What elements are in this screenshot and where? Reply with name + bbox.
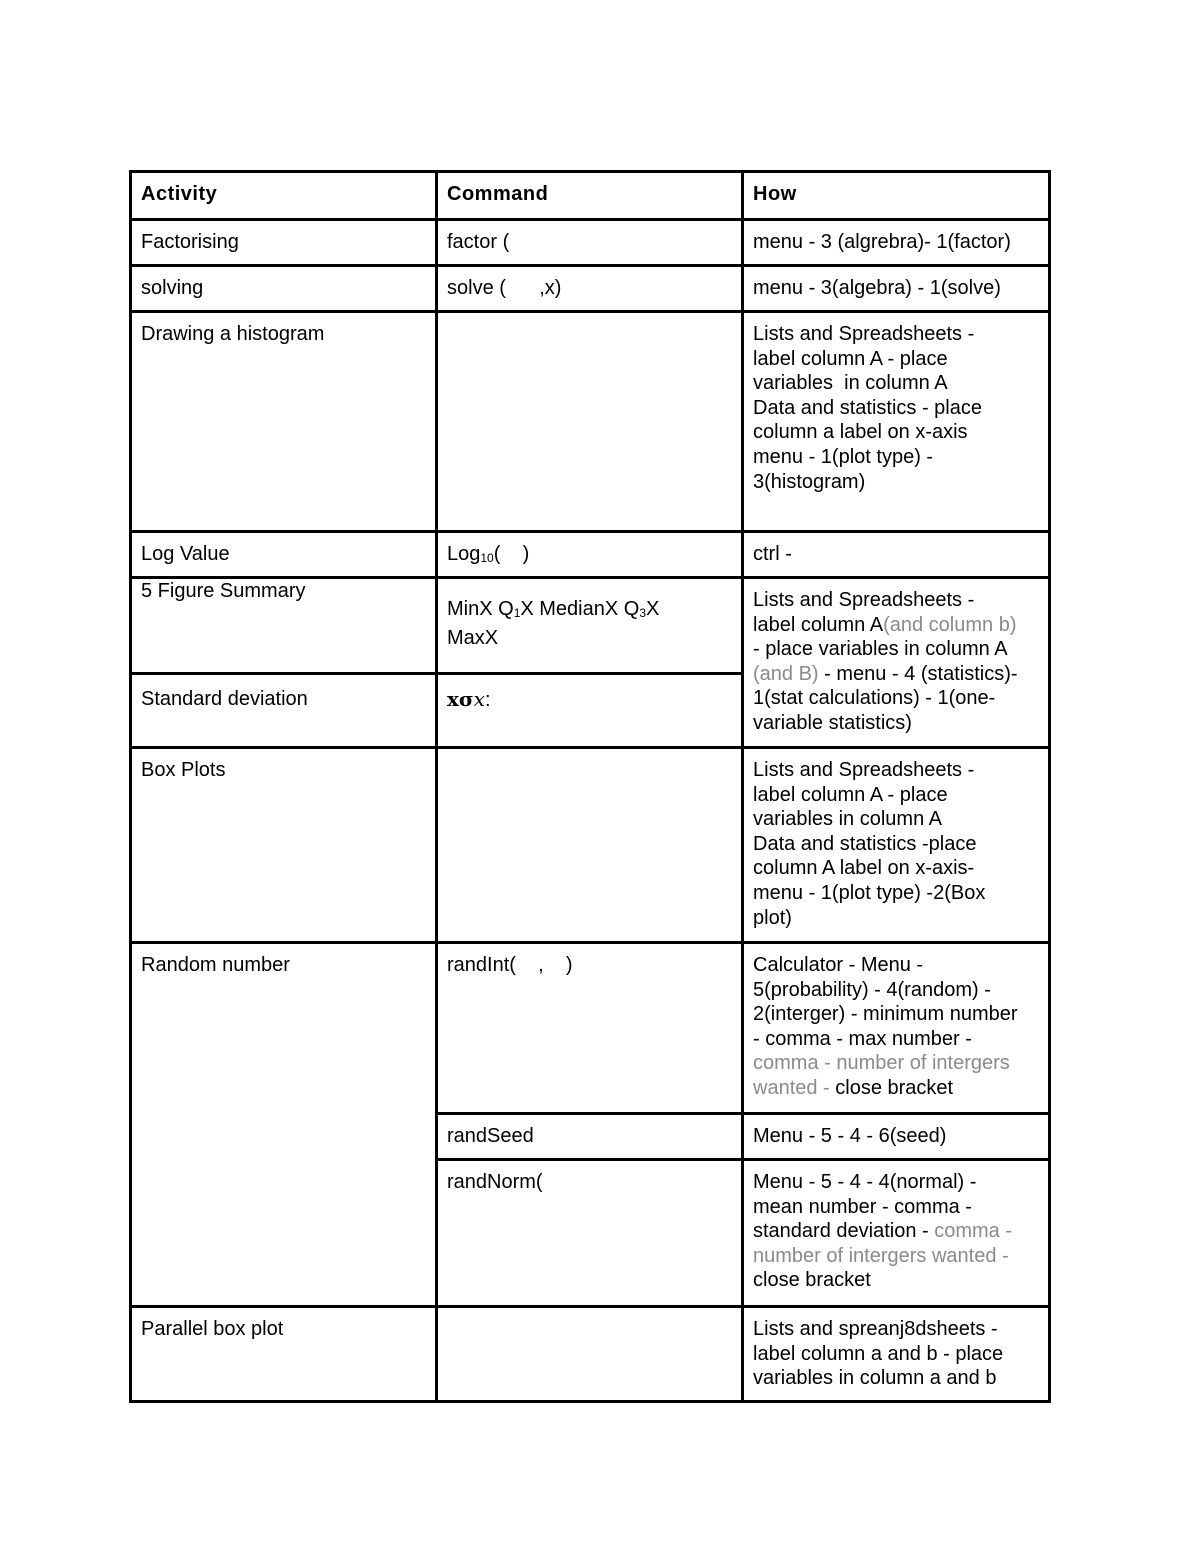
randnorm-command: randNorm( [437,1160,743,1307]
randint-how-line: 2(interger) - minimum number [753,1003,1018,1026]
header-command: Command [437,172,743,220]
randnorm-how-gray-text: comma - [934,1220,1013,1243]
parallel-command [437,1307,743,1402]
randnorm-how-line: number of intergers wanted - [753,1244,1009,1267]
five-figure-command-part: MinX Q [447,598,514,620]
five-figure-how-text: - menu - 4 (statistics)- [818,662,1018,685]
histogram-activity: Drawing a histogram [131,312,437,532]
randnorm-how-text: standard deviation - [753,1220,935,1243]
five-figure-how-line: - place variables in column A [753,638,1008,661]
log-command-subscript: 10 [480,551,494,565]
parallel-how-line: label column a and b - place [753,1342,1004,1365]
randnorm-how-line: close bracket [753,1269,871,1292]
five-figure-command-sub: 3 [639,606,647,620]
log-command-suffix: ( ) [493,543,530,565]
box-plots-how-line: menu - 1(plot type) -2(Box [753,881,986,904]
box-plots-command [437,748,743,943]
randint-how-text: close bracket [829,1076,954,1099]
parallel-how [743,1307,1050,1402]
log-command-prefix: Log [447,543,481,565]
box-plots-how-line: Data and statistics -place [753,832,977,855]
log-command [437,532,743,578]
factorising-how: menu - 3 (algrebra)- 1(factor) [743,220,1050,266]
box-plots-activity: Box Plots [131,748,437,943]
five-figure-how-line: Lists and Spreadsheets - [753,589,975,611]
box-plots-how-line: label column A - place [753,783,948,806]
five-figure-command [437,578,743,674]
box-plots-how [743,748,1050,943]
five-figure-command-line2: MaxX [447,626,499,649]
histogram-how-line: variables in column A [753,372,948,395]
log-how: ctrl - [743,532,1050,578]
histogram-how-line: label column A - place [753,347,948,370]
solving-command-text: solve ( ,x) [447,277,562,299]
row-randint [131,943,1050,1114]
random-activity: Random number [131,943,437,1307]
row-factorising [131,220,1050,266]
row-histogram [131,312,1050,532]
box-plots-how-line: column A label on x-axis- [753,857,975,880]
five-figure-command-sub: 1 [513,606,521,620]
randint-command [437,943,743,1114]
factorising-activity: Factorising [131,220,437,266]
histogram-how-line: menu - 1(plot type) - [753,445,934,468]
parallel-activity: Parallel box plot [131,1307,437,1402]
histogram-how-line: 3(histogram) [753,470,866,493]
box-plots-how-line: variables in column A [753,808,942,831]
std-dev-activity: Standard deviation [131,674,437,748]
header-activity: Activity [131,172,437,220]
randint-how-line: comma - number of intergers [753,1052,1010,1075]
five-figure-std-how [743,578,1050,748]
std-dev-command-symbol: xσ [447,687,474,711]
five-figure-command-part: X [646,598,660,620]
randseed-command: randSeed [437,1114,743,1160]
five-figure-activity: 5 Figure Summary [131,578,437,674]
histogram-how-line: Data and statistics - place [753,396,982,419]
five-figure-how-line [753,613,1040,638]
five-figure-how-line: variable statistics) [753,711,912,734]
randnorm-how-line [753,1219,1040,1244]
randint-command-text: randInt( , ) [447,954,573,976]
row-five-figure [131,578,1050,674]
five-figure-how-gray-text: (and column b) [883,613,1017,636]
randint-how-line: Calculator - Menu - [753,954,924,976]
randint-how-gray-text: wanted - [753,1076,830,1099]
header-how: How [743,172,1050,220]
row-solving [131,266,1050,312]
randseed-how: Menu - 5 - 4 - 6(seed) [743,1114,1050,1160]
std-dev-command-colon: : [484,689,491,711]
randnorm-how-line: Menu - 5 - 4 - 4(normal) - [753,1171,977,1193]
factorising-command: factor ( [437,220,743,266]
histogram-how [743,312,1050,532]
five-figure-how-gray-text: (and B) [753,662,819,685]
box-plots-how-line: Lists and Spreadsheets - [753,759,975,781]
solving-command [437,266,743,312]
randint-how [743,943,1050,1114]
five-figure-how-line: 1(stat calculations) - 1(one- [753,687,996,710]
parallel-how-line: variables in column a and b [753,1367,997,1390]
randint-how-line: - comma - max number - [753,1027,972,1050]
solving-how: menu - 3(algebra) - 1(solve) [743,266,1050,312]
randnorm-how [743,1160,1050,1307]
five-figure-how-text: label column A [753,613,884,636]
five-figure-command-line1 [447,597,733,626]
calculator-command-table [129,170,1051,1403]
randint-how-line: 5(probability) - 4(random) - [753,978,991,1001]
header-row [131,172,1050,220]
histogram-how-line: Lists and Spreadsheets - [753,323,975,345]
box-plots-how-line: plot) [753,906,792,929]
std-dev-command [437,674,743,748]
randint-how-line [753,1076,1040,1101]
histogram-how-line: column a label on x-axis [753,421,968,444]
histogram-command [437,312,743,532]
log-activity: Log Value [131,532,437,578]
row-box-plots [131,748,1050,943]
row-log [131,532,1050,578]
five-figure-command-part: X MedianX Q [520,598,640,620]
std-dev-command-var: x [473,687,485,711]
randnorm-how-line: mean number - comma - [753,1195,972,1218]
solving-activity: solving [131,266,437,312]
row-parallel [131,1307,1050,1402]
five-figure-how-line [753,662,1040,687]
parallel-how-line: Lists and spreanj8dsheets - [753,1318,998,1340]
